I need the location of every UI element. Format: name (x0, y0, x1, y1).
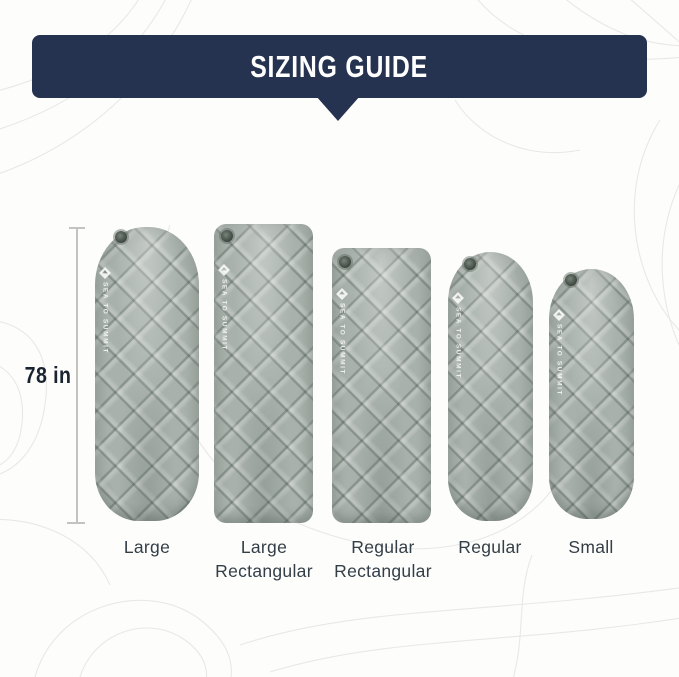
pad-small (549, 269, 634, 519)
brand-logo (552, 309, 566, 396)
brand-logo (451, 292, 465, 379)
brand-logo-text: SEA TO SUMMIT (338, 303, 346, 376)
pad-label-line: Large (240, 537, 288, 557)
brand-logo-icon (336, 288, 348, 300)
pad-label-small (501, 536, 679, 560)
brand-logo-text: SEA TO SUMMIT (454, 307, 462, 380)
brand-logo-icon (218, 264, 230, 276)
valve-icon (464, 258, 476, 270)
pad-regular (448, 252, 533, 521)
brand-logo-icon (452, 292, 464, 304)
pad-label-line: Rectangular (215, 560, 313, 581)
pad-regular-rectangular (332, 248, 431, 523)
brand-logo-text: SEA TO SUMMIT (220, 279, 228, 352)
banner-notch-icon (316, 96, 360, 121)
brand-logo-icon (99, 267, 111, 279)
pad-label-line: Large (123, 537, 171, 557)
pad-label-line: Regular (351, 537, 415, 557)
banner (32, 35, 647, 98)
pad-label-line: Regular (458, 537, 522, 557)
brand-logo (98, 267, 112, 354)
valve-icon (339, 256, 351, 268)
brand-logo-icon (553, 309, 565, 321)
valve-icon (221, 230, 233, 242)
pad-label-line: Rectangular (334, 560, 432, 581)
pad-large-rectangular (214, 224, 313, 523)
pad-large (95, 227, 199, 521)
measurement-label: 78 in (24, 362, 72, 388)
measure-tick-bottom (67, 522, 85, 524)
banner-title: SIZING GUIDE (250, 48, 429, 84)
brand-logo-text: SEA TO SUMMIT (555, 324, 563, 397)
pad-label-line: Small (568, 537, 614, 557)
brand-logo (217, 264, 231, 351)
valve-icon (115, 231, 127, 243)
valve-icon (565, 274, 577, 286)
brand-logo (335, 288, 349, 375)
measure-line-vertical (76, 228, 78, 523)
brand-logo-text: SEA TO SUMMIT (101, 282, 109, 355)
